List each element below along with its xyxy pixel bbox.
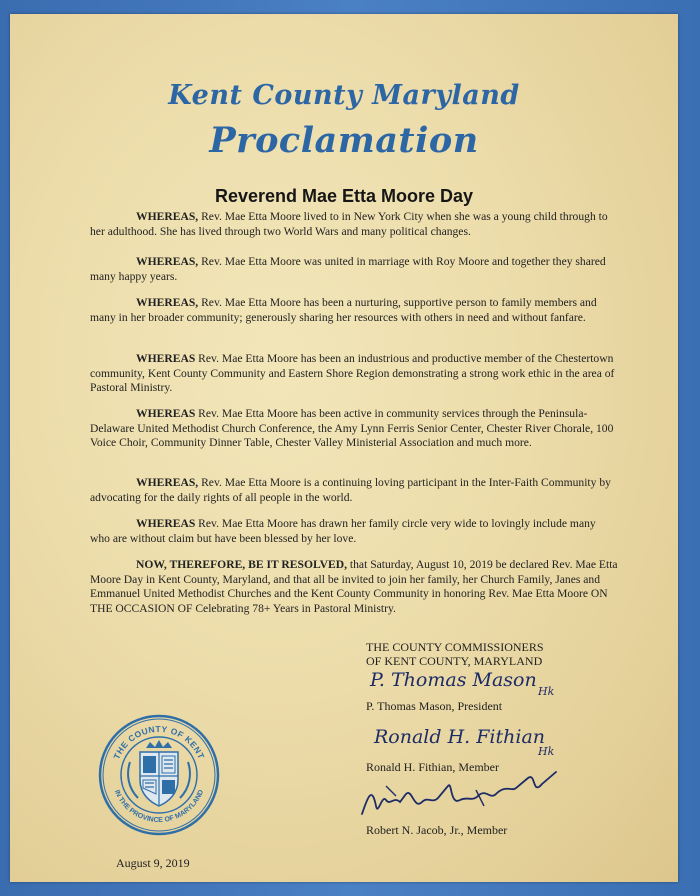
paragraph-text: Rev. Mae Etta Moore lived to in New York City when she was a young child through to her adulthood. She has lived through two World Wars and many political changes. [90, 210, 608, 238]
document-title: Reverend Mae Etta Moore Day [214, 186, 474, 206]
paragraph-lead: WHEREAS, [136, 210, 199, 223]
proclamation-document [10, 14, 678, 882]
whereas-paragraph-5 [90, 407, 618, 451]
paragraph-lead: NOW, THEREFORE, BE IT RESOLVED, [136, 558, 348, 571]
paragraph-lead: WHEREAS, [136, 476, 199, 489]
signature-mason [366, 664, 566, 698]
proclamation-date: August 9, 2019 [116, 856, 190, 870]
paragraph-text: Rev. Mae Etta Moore has been active in community services through the Peninsula-Delaware United Methodist Church Conference, the Amy Lynn Ferris Senior Center, Chester River Chorale, 100 Voice Choir, Community Dinner Table, Chester Valley Ministerial Association and much more. [90, 407, 614, 449]
whereas-paragraph-6 [90, 476, 618, 505]
paragraph-text: that Saturday, August 10, 2019 be declared Rev. Mae Etta Moore Day in Kent County, Maryland, and that all be invited to join her family, her Church Family, Janes and Emmanuel United Methodist Churches and the Kent County Community in honoring Rev. Mae Etta Moore ON THE OCCASION OF Celebrating 78+ Years in Pastoral Ministry. [90, 558, 618, 615]
paragraph-text: Rev. Mae Etta Moore has been a nurturing, supportive person to family members and many in her broader community; generously sharing her resources with others in need and without fanfare. [90, 296, 597, 324]
paragraph-text: Rev. Mae Etta Moore was united in marriage with Roy Moore and together they shared many happy years. [90, 255, 606, 283]
paragraph-lead: WHEREAS, [136, 296, 199, 309]
signatory-name-jacob: Robert N. Jacob, Jr., Member [366, 823, 508, 837]
signature-jacob [356, 766, 566, 826]
signatory-name-fithian: Ronald H. Fithian, Member [366, 760, 499, 774]
whereas-paragraph-7 [90, 517, 618, 546]
signature-fithian [372, 721, 572, 761]
paragraph-lead: WHEREAS, [136, 255, 199, 268]
county-heading: Kent County Maryland [168, 80, 520, 111]
paragraph-lead: WHEREAS [136, 352, 196, 365]
seal-bottom-text: IN THE PROVINCE OF MARYLAND [112, 788, 206, 825]
signature-fithian-text: Ronald H. Fithian [374, 726, 546, 748]
commissioners-line-1: THE COUNTY COMMISSIONERS [366, 640, 544, 654]
seal-top-text: THE COUNTY OF KENT [111, 723, 207, 761]
whereas-paragraph-2 [90, 255, 618, 284]
whereas-paragraph-4 [90, 352, 618, 396]
proclamation-heading: Proclamation [209, 120, 479, 161]
paragraph-text: Rev. Mae Etta Moore has been an industrious and productive member of the Chestertown community, Kent County Community and Eastern Shore Region demonstrating a strong work ethic in the area of Pastoral Ministry. [90, 352, 615, 394]
paragraph-text: Rev. Mae Etta Moore is a continuing loving participant in the Inter-Faith Community by advocating for the daily rights of all people in the world. [90, 476, 611, 504]
paragraph-lead: WHEREAS [136, 407, 196, 420]
paragraph-text: Rev. Mae Etta Moore has drawn her family circle very wide to lovingly include many who are without claim but have been blessed by her love. [90, 517, 596, 545]
commissioners-line-2: OF KENT COUNTY, MARYLAND [366, 654, 543, 668]
paragraph-lead: WHEREAS [136, 517, 196, 530]
signature-fithian-initials: Hk [538, 745, 555, 758]
whereas-paragraph-1 [90, 210, 618, 239]
signatory-name-mason: P. Thomas Mason, President [366, 699, 503, 713]
signature-mason-initials: Hk [538, 685, 555, 698]
resolution-paragraph [90, 558, 618, 616]
whereas-paragraph-3 [90, 296, 618, 325]
county-seal-icon [98, 714, 220, 836]
signature-mason-text: P. Thomas Mason [370, 669, 537, 691]
